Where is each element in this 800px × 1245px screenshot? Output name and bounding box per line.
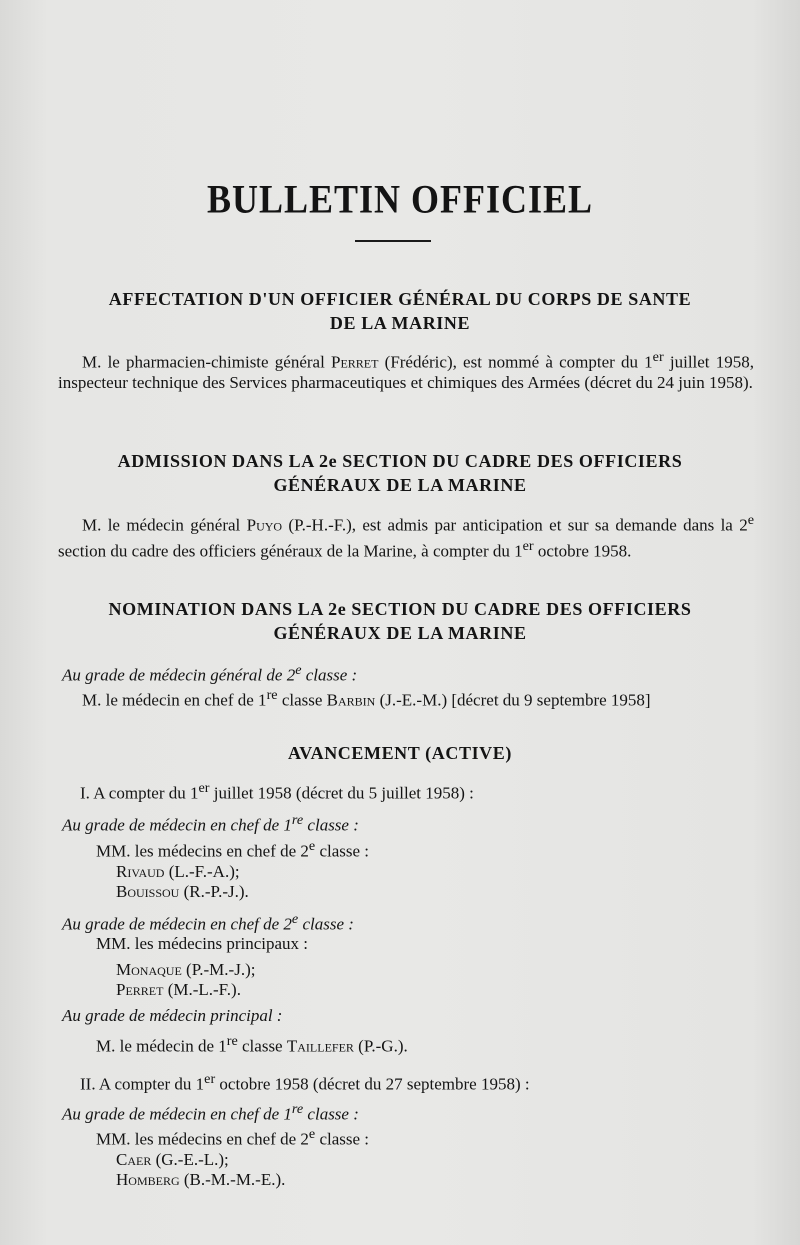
person-name: Caer bbox=[116, 1150, 152, 1169]
person-name: Perret bbox=[331, 352, 379, 372]
section-heading-admission bbox=[0, 449, 800, 497]
person-name: Perret bbox=[116, 980, 164, 999]
group-line: MM. les médecins en chef de 2e classe : bbox=[96, 838, 370, 861]
heading-line: NOMINATION DANS LA 2e SECTION DU CADRE DES OFFICIERS bbox=[108, 599, 692, 619]
person-name: Puyo bbox=[246, 515, 283, 535]
person-line: Caer (G.-E.-L.); bbox=[116, 1150, 229, 1169]
grade-label: Au grade de médecin général de 2e classe : bbox=[62, 662, 358, 685]
section-heading-avancement: AVANCEMENT (ACTIVE) bbox=[288, 743, 512, 763]
nomination-line: M. le médecin en chef de 1re classe Barbin (J.-E.-M.) [décret du 9 septembre 1958] bbox=[82, 687, 651, 710]
person-name: Bouissou bbox=[116, 882, 180, 901]
person-line: Rivaud (L.-F.-A.); bbox=[116, 862, 240, 881]
person-line: Monaque (P.-M.-J.); bbox=[116, 960, 256, 979]
heading-line: DE LA MARINE bbox=[329, 313, 471, 333]
group-line: MM. les médecins en chef de 2e classe : bbox=[96, 1126, 370, 1149]
section-heading-nomination bbox=[0, 597, 800, 645]
person-name: Monaque bbox=[116, 960, 182, 979]
person-line: Perret (M.-L.-F.). bbox=[116, 980, 241, 999]
person-name: Barbin bbox=[326, 690, 376, 710]
heading-line: AFFECTATION D'UN OFFICIER GÉNÉRAL DU CORPS DE SANTE bbox=[108, 289, 692, 309]
person-name: Homberg bbox=[116, 1170, 180, 1189]
page-title: BULLETIN OFFICIEL bbox=[206, 176, 594, 222]
grade-label: Au grade de médecin en chef de 2e classe : bbox=[62, 911, 354, 934]
grade-label: Au grade de médecin en chef de 1re classe : bbox=[62, 1101, 359, 1124]
period-line-2: II. A compter du 1er octobre 1958 (décret du 27 septembre 1958) : bbox=[80, 1071, 530, 1094]
person-line: Homberg (B.-M.-M.-E.). bbox=[116, 1170, 286, 1189]
person-name: Taillefer bbox=[286, 1036, 354, 1056]
person-line: M. le médecin de 1re classe Taillefer (P.-G.). bbox=[96, 1033, 408, 1056]
paragraph-affectation: M. le pharmacien-chimiste général Perret (Frédéric), est nommé à compter du 1er juillet 1958, inspecteur technique des Services pharmaceutiques et chimiques des Armées (décret du 24 juin 1958). bbox=[58, 349, 754, 392]
heading-line: GÉNÉRAUX DE LA MARINE bbox=[273, 623, 527, 643]
grade-label: Au grade de médecin principal : bbox=[62, 1006, 283, 1025]
title-rule bbox=[355, 240, 431, 242]
grade-label: Au grade de médecin en chef de 1re classe : bbox=[62, 812, 359, 835]
heading-line: ADMISSION DANS LA 2e SECTION DU CADRE DES OFFICIERS bbox=[117, 451, 683, 471]
group-line: MM. les médecins principaux : bbox=[96, 934, 308, 953]
period-line-1: I. A compter du 1er juillet 1958 (décret du 5 juillet 1958) : bbox=[80, 780, 474, 803]
section-heading-affectation bbox=[0, 287, 800, 335]
person-line: Bouissou (R.-P.-J.). bbox=[116, 882, 249, 901]
paragraph-admission: M. le médecin général Puyo (P.-H.-F.), est admis par anticipation et sur sa demande dans la 2e section du cadre des officiers généraux de la Marine, à compter du 1er octobre 1958. bbox=[58, 512, 754, 561]
person-name: Rivaud bbox=[116, 862, 165, 881]
heading-line: GÉNÉRAUX DE LA MARINE bbox=[273, 475, 527, 495]
